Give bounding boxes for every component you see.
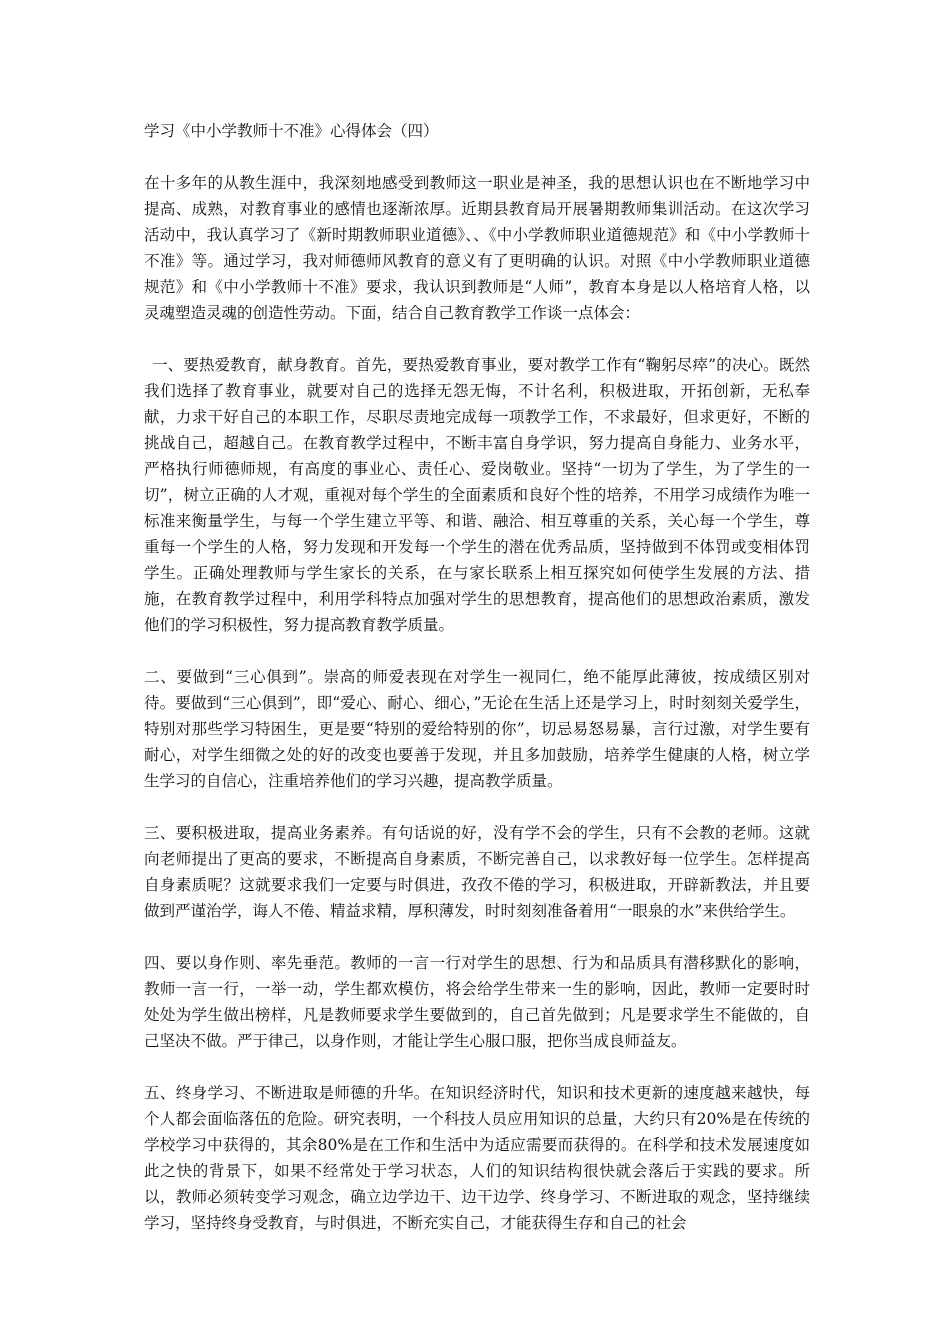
section-one-paragraph: 一、要热爱教育，献身教育。首先，要热爱教育事业，要对教学工作有“鞠躬尽瘁”的决心。既然我们选择了教育事业，就要对自己的选择无怨无悔，不计名利，积极进取，开拓创新，无私奉献，力求干好自己的本职工作，尽职尽责地完成每一项教学工作，不求最好，但求更好，不断的挑战自己，超越自己。在教育教学过程中，不断丰富自身学识，努力提高自身能力、业务水平，严格执行师德师规，有高度的事业心、责任心、爱岗敬业。坚持“一切为了学生，为了学生的一切”，树立正确的人才观，重视对每个学生的全面素质和良好个性的培养，不用学习成绩作为唯一标准来衡量学生，与每一个学生建立平等、和谐、融洽、相互尊重的关系，关心每一个学生，尊重每一个学生的人格，努力发现和开发每一个学生的潜在优秀品质，坚持做到不体罚或变相体罚学生。正确处理教师与学生家长的关系，在与家长联系上相互探究如何使学生发展的方法、措施，在教育教学过程中，利用学科特点加强对学生的思想教育，提高他们的思想政治素质，激发他们的学习积极性，努力提高教育教学质量。 [144, 356, 810, 634]
section-three-paragraph: 三、要积极进取，提高业务素养。有句话说的好，没有学不会的学生，只有不会教的老师。这就向老师提出了更高的要求，不断提高自身素质，不断完善自己，以求教好每一位学生。怎样提高自身素质呢？这就要求我们一定要与时俱进，孜孜不倦的学习，积极进取，开辟新教法，并且要做到严谨治学，诲人不倦、精益求精，厚积薄发，时时刻刻准备着用“一眼泉的水”来供给学生。 [144, 824, 810, 920]
document-body [144, 118, 810, 1236]
document-title: 学习《中小学教师十不准》心得体会（四） [144, 122, 439, 140]
section-two-paragraph: 二、要做到“三心俱到”。崇高的师爱表现在对学生一视同仁，绝不能厚此薄彼，按成绩区别对待。要做到“三心俱到”，即“爱心、耐心、细心，”无论在生活上还是学习上，时时刻刻关爱学生，特别对那些学习特困生，更是要“特别的爱给特别的你”，切忌易怒易暴，言行过激，对学生要有耐心，对学生细微之处的好的改变也要善于发现，并且多加鼓励，培养学生健康的人格，树立学生学习的自信心，注重培养他们的学习兴趣，提高教学质量。 [144, 668, 810, 790]
section-five-paragraph: 五、终身学习、不断进取是师德的升华。在知识经济时代，知识和技术更新的速度越来越快，每个人都会面临落伍的危险。研究表明，一个科技人员应用知识的总量，大约只有20%是在传统的学校学习中获得的，其余80%是在工作和生活中为适应需要而获得的。在科学和技术发展速度如此之快的背景下，如果不经常处于学习状态，人们的知识结构很快就会落后于实践的要求。所以，教师必须转变学习观念，确立边学边干、边干边学、终身学习、不断进取的观念，坚持继续学习，坚持终身受教育，与时俱进，不断充实自己，才能获得生存和自己的社会 [144, 1084, 810, 1232]
section-four-paragraph: 四、要以身作则、率先垂范。教师的一言一行对学生的思想、行为和品质具有潜移默化的影响，教师一言一行，一举一动，学生都欢模仿，将会给学生带来一生的影响，因此，教师一定要时时处处为学生做出榜样，凡是教师要求学生要做到的，自己首先做到；凡是要求学生不能做的，自己坚决不做。严于律己，以身作则，才能让学生心服口服，把你当成良师益友。 [144, 954, 810, 1050]
intro-paragraph: 在十多年的从教生涯中，我深刻地感受到教师这一职业是神圣，我的思想认识也在不断地学习中提高、成熟，对教育事业的感情也逐渐浓厚。近期县教育局开展暑期教师集训活动。在这次学习活动中，我认真学习了《新时期教师职业道德》、、《中小学教师职业道德规范》和《中小学教师十不准》等。通过学习，我对师德师风教育的意义有了更明确的认识。对照《中小学教师职业道德规范》和《中小学教师十不准》要求，我认识到教师是“人师”，教育本身是以人格培育人格，以灵魂塑造灵魂的创造性劳动。下面，结合自己教育教学工作谈一点体会： [144, 174, 810, 322]
